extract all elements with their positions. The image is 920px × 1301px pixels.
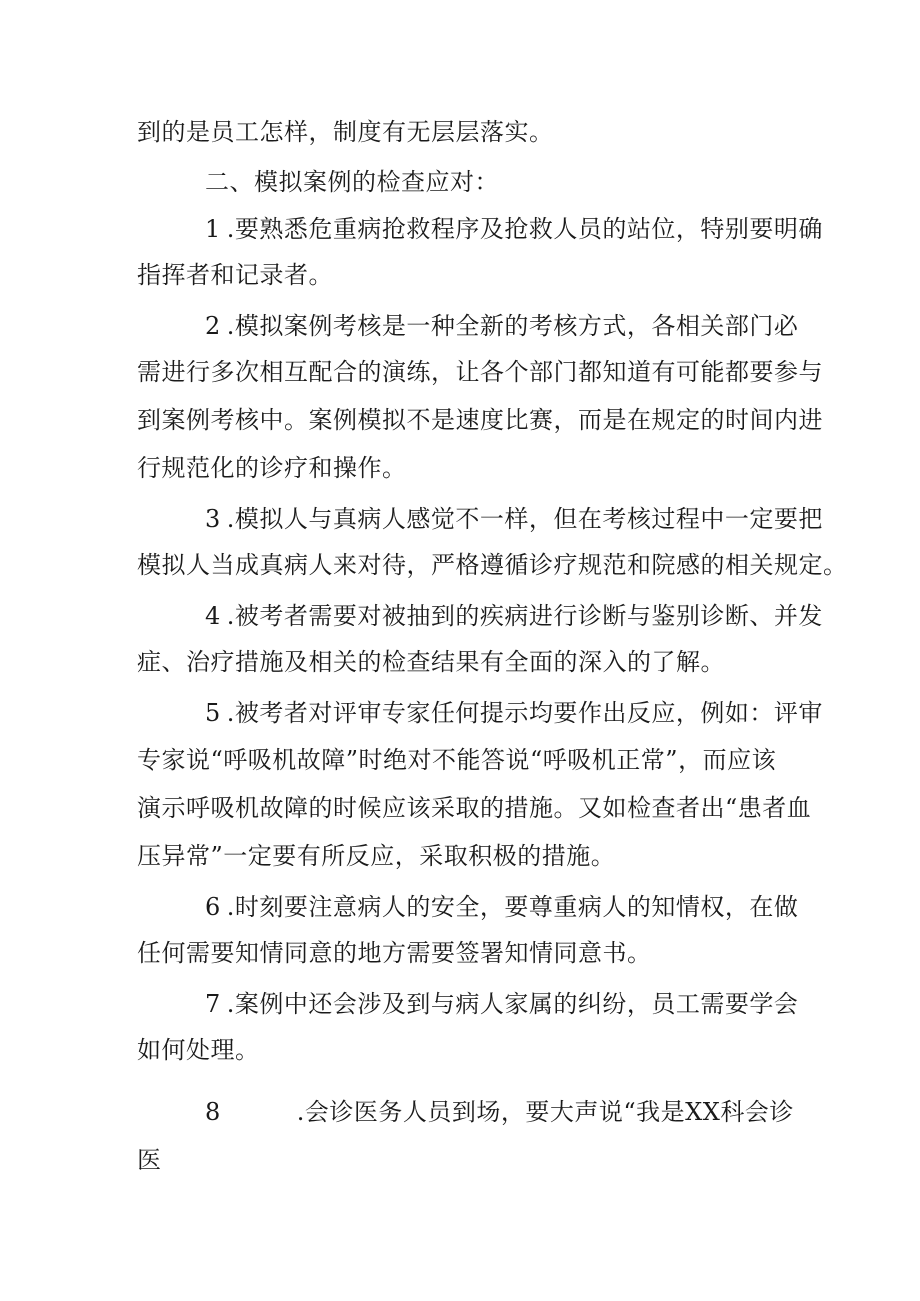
- list-item-7: 7 .案例中还会涉及到与病人家属的纠纷，员工需要学会: [205, 990, 799, 1018]
- list-item-5: 5 .被考者对评审专家任何提示均要作出反应，例如：评审: [205, 699, 823, 727]
- item-dot: .: [226, 602, 235, 630]
- paragraph-line: 到案例考核中。案例模拟不是速度比赛，而是在规定的时间内进: [137, 406, 823, 434]
- item-number: 7: [205, 990, 221, 1018]
- item-number: 2: [205, 312, 221, 340]
- paragraph-line: 症、治疗措施及相关的检查结果有全面的深入的了解。: [137, 648, 725, 676]
- item-dot: .: [226, 215, 235, 243]
- paragraph-line: 到的是员工怎样，制度有无层层落实。: [137, 118, 554, 146]
- paragraph-line: 行规范化的诊疗和操作。: [137, 454, 407, 482]
- paragraph-line: 专家说“呼吸机故障”时绝对不能答说“呼吸机正常”，而应该: [137, 746, 777, 774]
- list-item-2: 2 .模拟案例考核是一种全新的考核方式，各相关部门必: [205, 312, 799, 340]
- list-item-6: 6 .时刻要注意病人的安全，要尊重病人的知情权，在做: [205, 893, 799, 921]
- paragraph-line: 医: [137, 1146, 162, 1174]
- paragraph-line: 演示呼吸机故障的时候应该采取的措施。又如检查者出“患者血: [137, 794, 812, 822]
- paragraph-line: 指挥者和记录者。: [137, 261, 333, 289]
- item-number: 3: [205, 505, 221, 533]
- list-item-3: 3 .模拟人与真病人感觉不一样，但在考核过程中一定要把: [205, 505, 823, 533]
- item-number: 8: [205, 1098, 221, 1126]
- item-dot: .: [226, 990, 235, 1018]
- item-dot: .: [226, 312, 235, 340]
- paragraph-line: 模拟人当成真病人来对待，严格遵循诊疗规范和院感的相关规定。: [137, 551, 848, 579]
- section-heading: 二、模拟案例的检查应对：: [205, 168, 499, 196]
- list-item-4: 4 .被考者需要对被抽到的疾病进行诊断与鉴别诊断、并发: [205, 602, 823, 630]
- item-number: 5: [205, 699, 221, 727]
- item-number: 6: [205, 893, 221, 921]
- paragraph-line: 需进行多次相互配合的演练，让各个部门都知道有可能都要参与: [137, 358, 823, 386]
- paragraph-line: 如何处理。: [137, 1036, 260, 1064]
- paragraph-line: 任何需要知情同意的地方需要签署知情同意书。: [137, 939, 652, 967]
- item-dot: .: [226, 893, 235, 921]
- list-item-1: 1 .要熟悉危重病抢救程序及抢救人员的站位，特别要明确: [205, 215, 823, 243]
- list-item-8: 8 .会诊医务人员到场，要大声说“我是XX科会诊: [205, 1098, 794, 1126]
- item-number: 4: [205, 602, 221, 630]
- item-number: 1: [205, 215, 221, 243]
- paragraph-line: 压异常”一定要有所反应，采取积极的措施。: [137, 842, 616, 870]
